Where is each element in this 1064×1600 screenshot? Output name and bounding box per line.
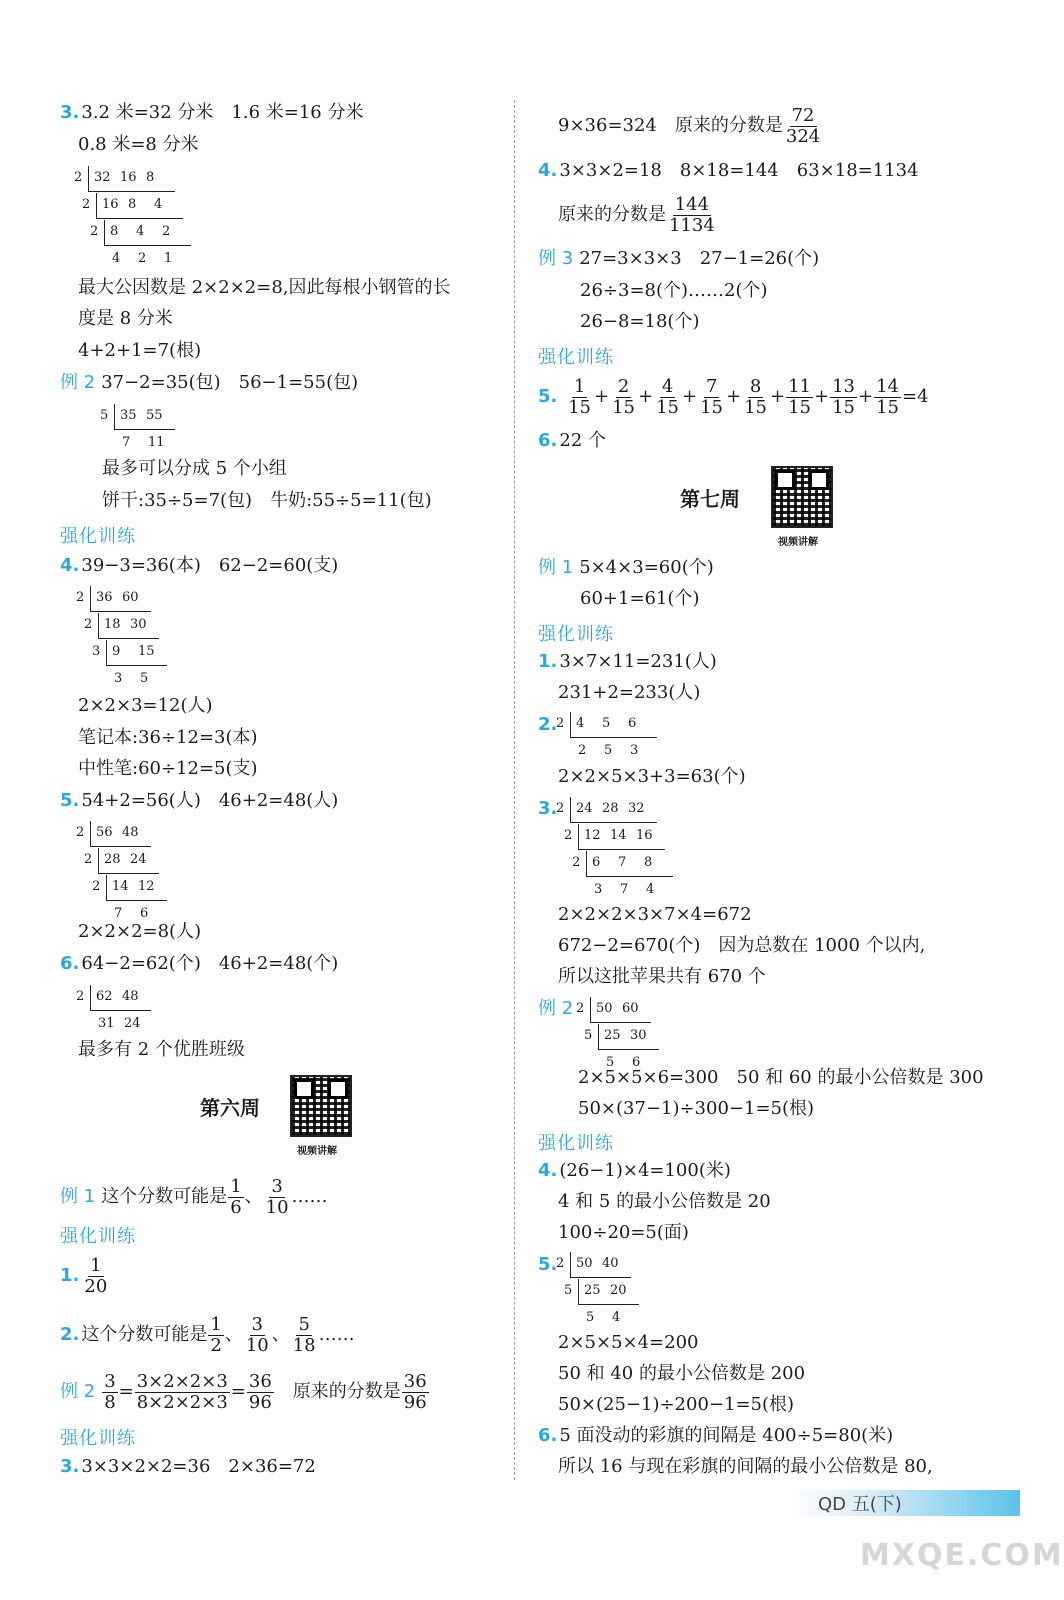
problem-4-right: 4. 3×3×2=18 8×18=144 63×18=1134 [538,160,919,181]
quotient: 3 [630,743,639,758]
fraction: $\frac{3}{8}$ [104,1370,116,1413]
fraction: $\frac{4}{15}$ [656,375,680,418]
continued-line: 9×36=324 原来的分数是 $\frac{72}{324}$ [558,104,821,147]
quotient: 4 [612,1310,621,1325]
week-7-title: 第七周 [680,487,740,511]
divisor: 2 [82,197,91,212]
fraction: $\frac{72}{324}$ [785,104,821,147]
quotient: 3 [114,671,123,686]
week7-problem-1: 1. 3×7×11=231(人) [538,651,717,672]
quotient: 2 [578,743,587,758]
answer-line: 26−8=18(个) [580,311,700,332]
sum-result: =4 [902,386,929,407]
dividend: 50 [576,1256,593,1271]
dividend: 8 [128,197,137,212]
dividend: 6 [628,716,637,731]
answer-line: 中性笔:60÷12=5(支) [78,758,258,779]
dividend: 32 [628,801,645,816]
qr-code-icon[interactable] [771,466,833,528]
fraction: $\frac{3}{10}$ [245,1313,269,1356]
dividend: 48 [122,825,139,840]
dividend: 12 [584,828,601,843]
fraction: $\frac{13}{15}$ [832,375,856,418]
week6-problem-2: 2. 这个分数可能是 $\frac{1}{2}$ 、 $\frac{3}{10}$ 、 $\frac{5}{18}$ …… [60,1313,355,1356]
week7-problem-5: 5. [538,1254,558,1275]
answer-line: 2×2×5×3+3=63(个) [558,766,746,787]
plus-sign: + [638,386,654,407]
dividend: 7 [618,855,627,870]
dividend: 32 [94,170,111,185]
section-heading: 强化训练 [60,1428,136,1449]
problem-3: 3. 3.2 米=32 分米 1.6 米=16 分米 [60,102,364,123]
answer-line: 4 和 5 的最小公倍数是 20 [558,1191,771,1212]
divisor: 5 [100,408,109,423]
quotient: 6 [632,1055,641,1070]
dividend: 8 [146,170,155,185]
book-code: QD 五(下) [818,1494,902,1515]
section-heading: 强化训练 [538,1133,614,1154]
dividend: 16 [636,828,653,843]
dividend: 18 [104,617,121,632]
divisor: 2 [556,1256,565,1271]
fraction: $\frac{7}{15}$ [700,375,724,418]
fraction: $\frac{144}{1134}$ [669,193,715,236]
dividend: 56 [96,825,113,840]
section-heading: 强化训练 [60,526,136,547]
answer-line: 4+2+1=7(根) [78,340,202,361]
dividend: 8 [110,224,119,239]
dividend: 28 [602,801,619,816]
dividend: 28 [104,852,121,867]
divisor: 2 [76,989,85,1004]
fraction: $\frac{8}{15}$ [744,375,768,418]
fraction: $\frac{14}{15}$ [876,375,900,418]
section-heading: 强化训练 [60,1226,136,1247]
answer-line: 50×(25−1)÷200−1=5(根) [558,1394,795,1415]
answer-line: 所以 16 与现在彩旗的间隔的最小公倍数是 80, [558,1456,933,1477]
problem-6-right: 6. 22 个 [538,430,607,451]
dividend: 14 [610,828,627,843]
divisor: 2 [74,170,83,185]
quotient: 5 [606,1055,615,1070]
plus-sign: + [770,386,786,407]
answer-line: 度是 8 分米 [78,308,173,329]
problem-6: 6. 64−2=62(个) 46+2=48(个) [60,953,339,974]
section-heading: 强化训练 [538,624,614,645]
divisor: 2 [76,590,85,605]
dividend: 24 [576,801,593,816]
dividend: 20 [610,1283,627,1298]
week6-problem-1: 1. $\frac{1}{20}$ [60,1254,108,1297]
quotient: 11 [148,435,165,450]
dividend: 60 [122,590,139,605]
quotient: 7 [114,906,123,921]
fraction: $\frac{1}{15}$ [568,375,592,418]
quotient: 4 [112,251,121,266]
dividend: 48 [122,989,139,1004]
dividend: 36 [96,590,113,605]
column-divider [514,100,515,1480]
quotient: 3 [594,882,603,897]
quotient: 1 [164,251,173,266]
fraction: $\frac{3}{10}$ [265,1175,289,1218]
answer-line: 最多有 2 个优胜班级 [78,1039,245,1060]
plus-sign: + [594,386,610,407]
fraction: $\frac{1}{20}$ [84,1254,108,1297]
section-heading: 强化训练 [538,347,614,368]
divisor: 2 [76,825,85,840]
answer-line: 原来的分数是 $\frac{144}{1134}$ [558,193,715,236]
answer-line: 231+2=233(人) [558,682,701,703]
answer-line: 2×2×3=12(人) [78,695,213,716]
week7-problem-3: 3. [538,798,558,819]
dividend: 62 [96,989,113,1004]
dividend: 15 [138,644,155,659]
dividend: 25 [604,1028,621,1043]
fraction: $\frac{36}{96}$ [248,1370,272,1413]
answer-line: 60+1=61(个) [580,588,700,609]
plus-sign: + [858,386,874,407]
plus-sign: + [726,386,742,407]
dividend: 5 [602,716,611,731]
divisor: 5 [584,1028,593,1043]
week7-problem-6: 6. 5 面没动的彩旗的间隔是 400÷5=80(米) [538,1425,894,1446]
example-3: 例 3 27=3×3×3 27−1=26(个) [538,248,820,269]
plus-sign: + [814,386,830,407]
quotient: 5 [604,743,613,758]
dividend: 25 [584,1283,601,1298]
fraction: $\frac{11}{15}$ [788,375,812,418]
week6-example-2: 例 2 $\frac{3}{8}$ = $\frac{3\times 2\times 2\times 3}{8\times 2\times 2\times 3}$ = $\frac{36}{96}$ 原来的分数是 $\frac{36}{96}$ [60,1370,427,1413]
divisor: 2 [556,716,565,731]
dividend: 9 [112,644,121,659]
week7-problem-4: 4. (26−1)×4=100(米) [538,1160,731,1181]
dividend: 16 [120,170,137,185]
fraction: $\frac{1}{2}$ [210,1313,222,1356]
divisor: 2 [572,855,581,870]
answer-line: 所以这批苹果共有 670 个 [558,966,766,987]
divisor: 2 [576,1001,585,1016]
divisor: 2 [84,852,93,867]
dividend: 40 [602,1256,619,1271]
week6-example-1: 例 1 这个分数可能是 $\frac{1}{6}$ 、 $\frac{3}{10}$ …… [60,1175,328,1218]
fraction: $\frac{3\times 2\times 2\times 3}{8\times 2\times 2\times 3}$ [136,1370,228,1413]
divisor: 2 [84,617,93,632]
answer-line: 饼干:35÷5=7(包) 牛奶:55÷5=11(包) [102,490,432,511]
dividend: 50 [596,1001,613,1016]
week-6-title: 第六周 [200,1096,260,1120]
fraction: $\frac{1}{6}$ [230,1175,242,1218]
answer-line: 100÷20=5(面) [558,1222,689,1243]
answer-line: 50 和 40 的最小公倍数是 200 [558,1363,806,1384]
fraction: $\frac{36}{96}$ [403,1370,427,1413]
quotient: 24 [124,1016,141,1031]
week7-example-1: 例 1 5×4×3=60(个) [538,557,714,578]
problem-5: 5. 54+2=56(人) 46+2=48(人) [60,790,339,811]
fraction: $\frac{5}{18}$ [292,1313,316,1356]
qr-caption: 视频讲解 [778,537,818,548]
quotient: 4 [646,882,655,897]
week7-example-2: 例 2 [538,998,574,1019]
answer-line: 2×2×2=8(人) [78,921,202,942]
answer-line: 最大公因数是 2×2×2=8,因此每根小钢管的长 [78,277,451,298]
divisor: 2 [90,224,99,239]
fraction: $\frac{2}{15}$ [612,375,636,418]
divisor: 5 [564,1283,573,1298]
watermark: MXQE.COM [860,1538,1064,1573]
quotient: 5 [140,671,149,686]
quotient: 2 [138,251,147,266]
week7-problem-2: 2. [538,714,558,735]
quotient: 7 [620,882,629,897]
dividend: 4 [136,224,145,239]
quotient: 6 [140,906,149,921]
example-2: 例 2 37−2=35(包) 56−1=55(包) [60,372,359,393]
answer-line: 2×2×2×3×7×4=672 [558,904,752,925]
plus-sign: + [682,386,698,407]
quotient: 5 [586,1310,595,1325]
qr-caption: 视频讲解 [297,1146,337,1157]
dividend: 60 [622,1001,639,1016]
dividend: 55 [146,408,163,423]
answer-line: 2×5×5×4=200 [558,1332,699,1353]
answer-line: 2×5×5×6=300 50 和 60 的最小公倍数是 300 [578,1067,984,1088]
divisor: 3 [92,644,101,659]
answer-line: 笔记本:36÷12=3(本) [78,727,258,748]
dividend: 2 [162,224,171,239]
answer-line: 26÷3=8(个)……2(个) [580,280,768,301]
divisor: 2 [556,801,565,816]
dividend: 35 [120,408,137,423]
dividend: 4 [154,197,163,212]
divisor: 2 [92,879,101,894]
dividend: 8 [644,855,653,870]
divisor: 2 [564,828,573,843]
problem-4: 4. 39−3=36(本) 62−2=60(支) [60,555,339,576]
answer-line: 50×(37−1)÷300−1=5(根) [578,1098,815,1119]
quotient: 31 [98,1016,115,1031]
dividend: 12 [138,879,155,894]
dividend: 30 [630,1028,647,1043]
answer-line: 672−2=670(个) 因为总数在 1000 个以内, [558,935,926,956]
week6-problem-3: 3. 3×3×2×2=36 2×36=72 [60,1456,316,1477]
qr-code-icon[interactable] [290,1075,352,1137]
problem-3-line2: 0.8 米=8 分米 [78,134,199,155]
dividend: 24 [130,852,147,867]
problem-5-right: 5. $\frac{1}{15}$ + $\frac{2}{15}$ + $\frac{4}{15}$ + $\frac{7}{15}$ + $\frac{8}{15}$ + $\frac{11}{15}$ + $\frac{13}{15}$ + $\frac{14}{15}$ =4 [538,375,929,418]
dividend: 14 [112,879,129,894]
answer-line: 最多可以分成 5 个小组 [102,458,287,479]
dividend: 16 [102,197,119,212]
dividend: 6 [592,855,601,870]
dividend: 30 [130,617,147,632]
quotient: 7 [122,435,131,450]
dividend: 4 [576,716,585,731]
